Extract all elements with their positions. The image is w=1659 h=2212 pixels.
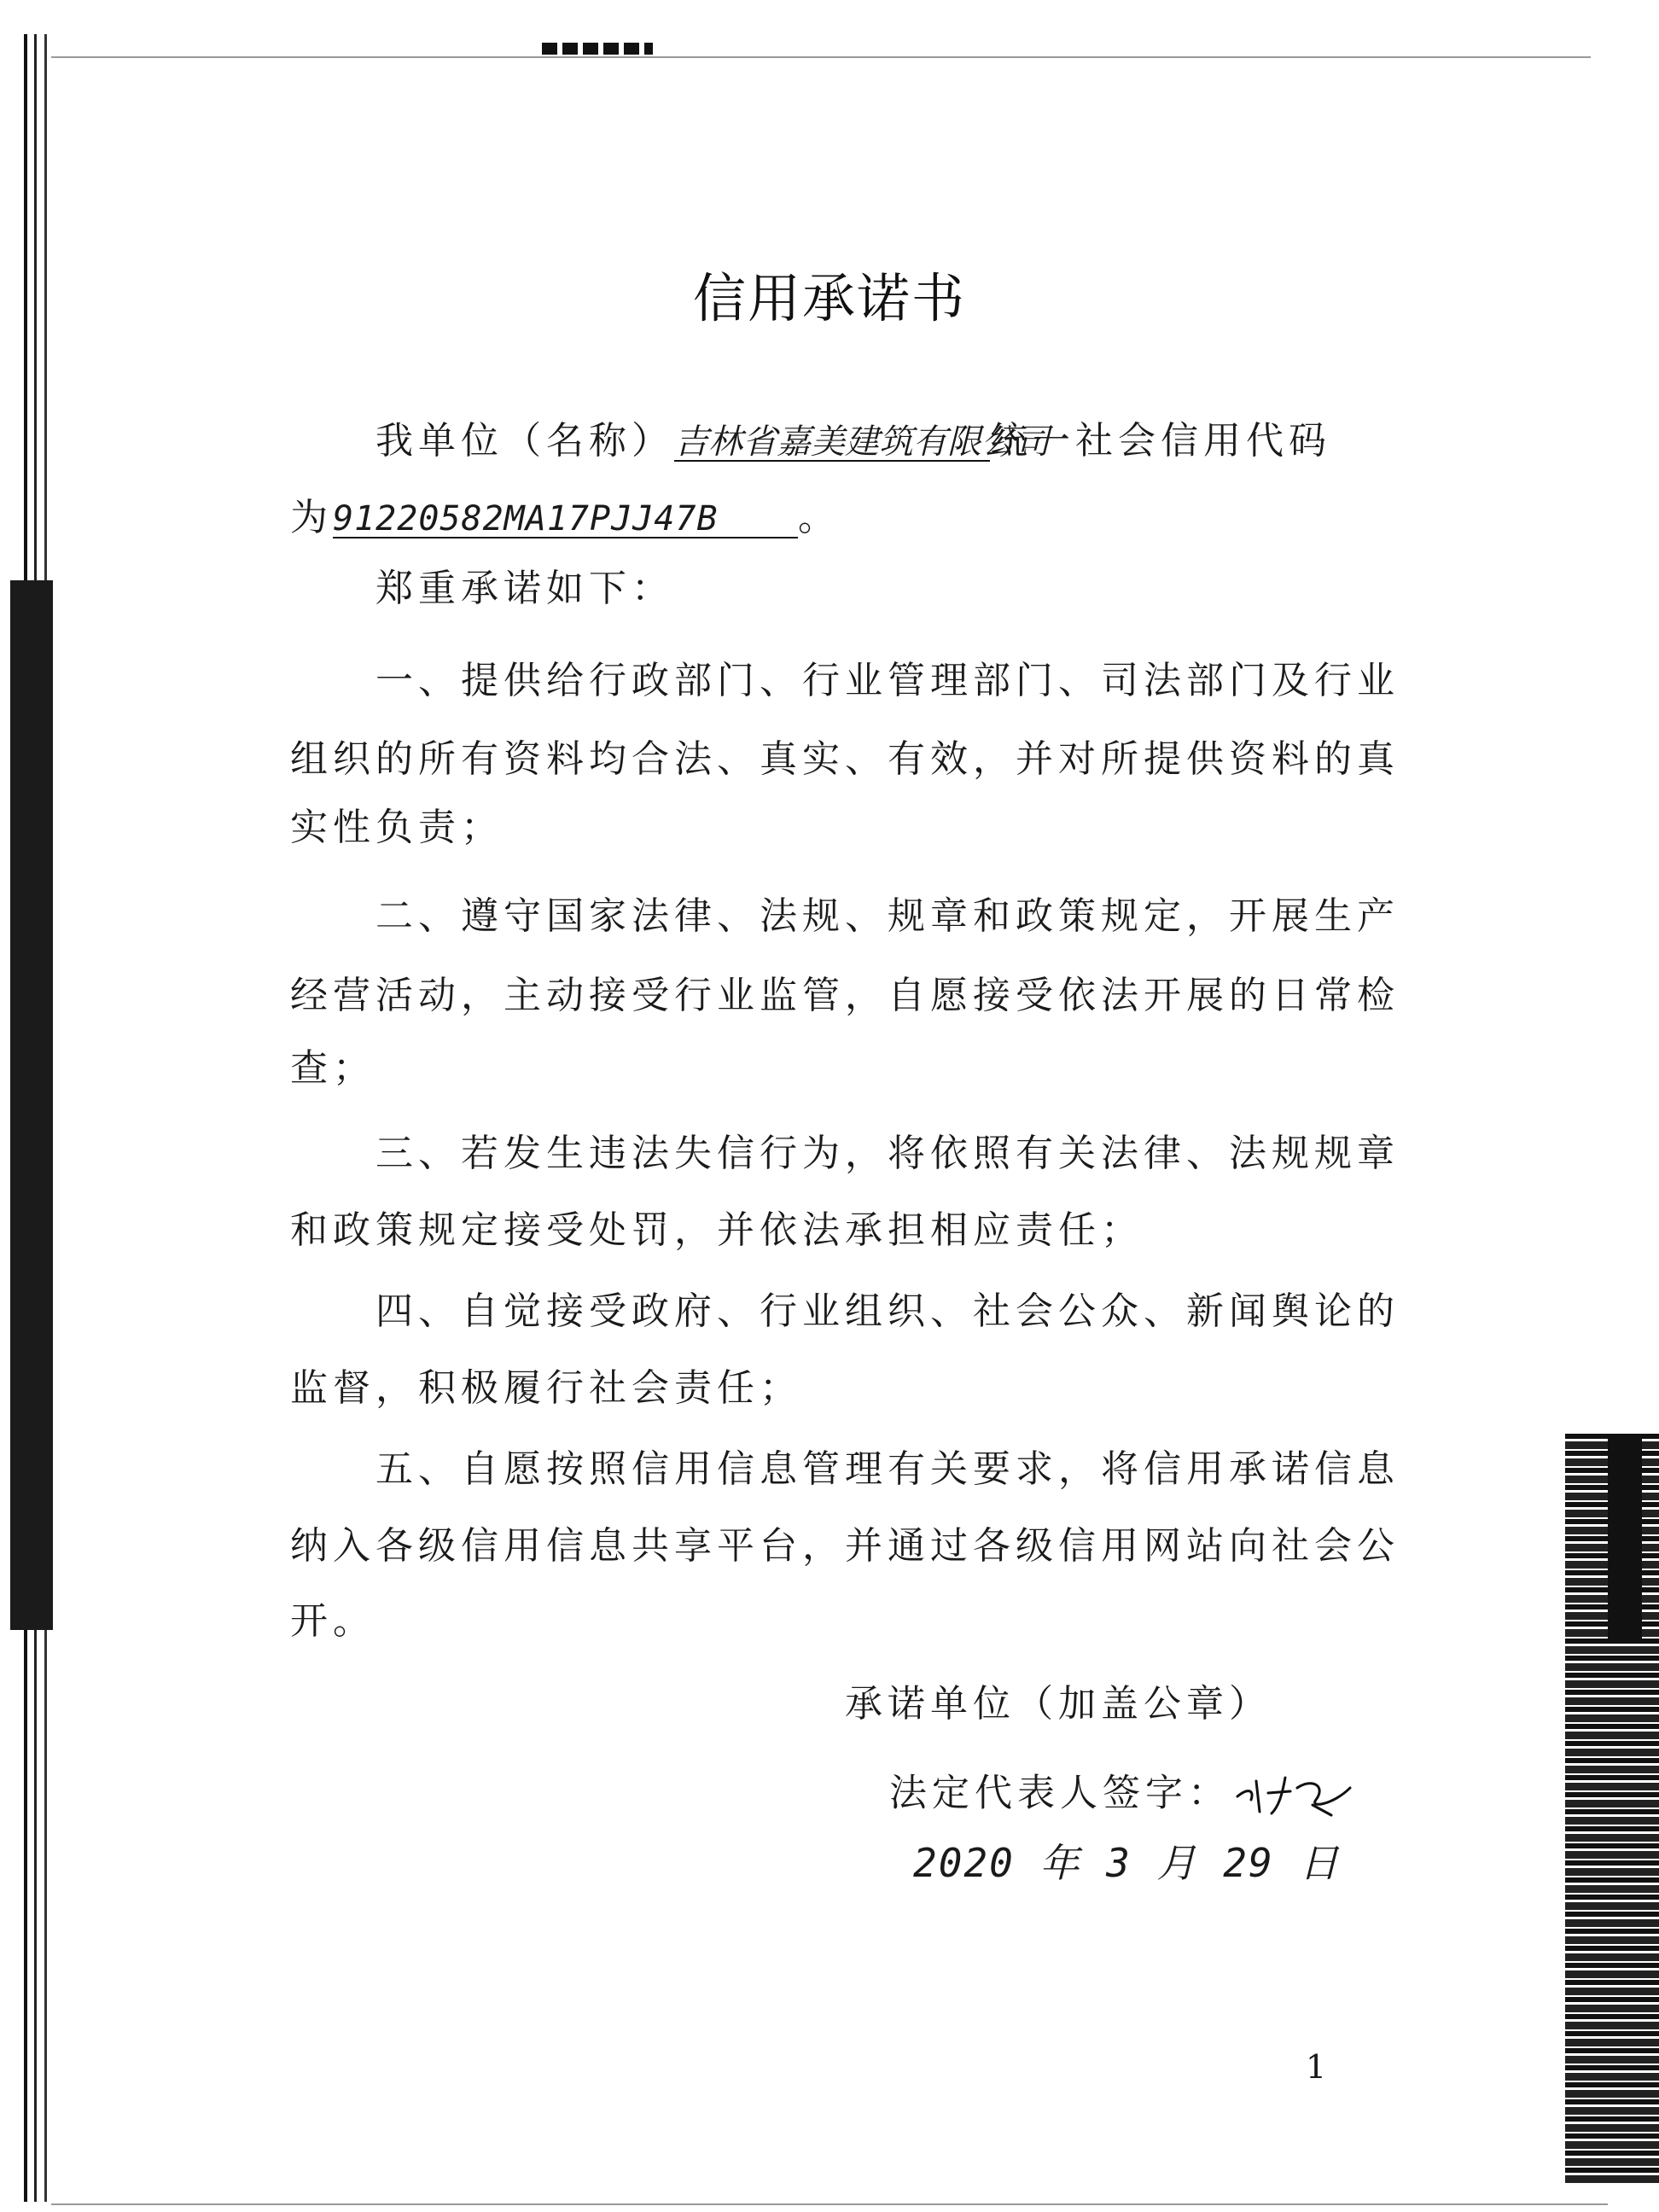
scan-artifact xyxy=(51,56,1591,58)
signoff-date-handwritten: 2020 年 3 月 29 日 xyxy=(913,1840,1341,1886)
item-3-line-1: 三、若发生违法失信行为，将依照有关法律、法规规章 xyxy=(375,1132,1400,1175)
scan-artifact xyxy=(10,580,53,1630)
intro-line-1 xyxy=(375,419,1331,463)
item-1-line-3: 实性负责； xyxy=(290,806,504,849)
signoff-rep-line xyxy=(889,1762,1359,1829)
page-number: 1 xyxy=(1306,2048,1327,2086)
item-2-line-2: 经营活动，主动接受行业监管，自愿接受依法开展的日常检 xyxy=(290,974,1400,1017)
item-5-line-1: 五、自愿按照信用信息管理有关要求，将信用承诺信息 xyxy=(375,1447,1400,1491)
item-4-line-2: 监督，积极履行社会责任； xyxy=(290,1366,802,1410)
credit-code-label: 统一社会信用代码 xyxy=(990,419,1331,463)
signature-image xyxy=(1231,1762,1359,1829)
handwritten-signature-icon xyxy=(1231,1762,1359,1822)
scan-artifact xyxy=(542,43,653,55)
item-3-line-2: 和政策规定接受处罚，并依法承担相应责任； xyxy=(290,1208,1144,1252)
company-name-handwritten: 吉林省嘉美建筑有限公司 xyxy=(674,422,1050,462)
intro-line-2 xyxy=(290,496,841,539)
intro-prefix: 我单位（名称） xyxy=(375,419,674,463)
code-prefix: 为 xyxy=(290,496,333,539)
item-2-line-3: 查； xyxy=(290,1046,375,1090)
credit-code-handwritten: 91220582MA17PJJ47B xyxy=(333,499,719,538)
item-1-line-1: 一、提供给行政部门、行业管理部门、司法部门及行业 xyxy=(375,659,1400,702)
company-name-field xyxy=(674,422,1050,462)
scan-artifact xyxy=(51,2203,1608,2205)
item-5-line-2: 纳入各级信用信息共享平台，并通过各级信用网站向社会公 xyxy=(290,1524,1400,1568)
credit-code-field xyxy=(333,499,798,538)
document-title: 信用承诺书 xyxy=(692,267,966,329)
item-4-line-1: 四、自觉接受政府、行业组织、社会公众、新闻舆论的 xyxy=(375,1289,1400,1333)
item-1-line-2: 组织的所有资料均合法、真实、有效，并对所提供资料的真 xyxy=(290,737,1400,781)
item-2-line-1: 二、遵守国家法律、法规、规章和政策规定，开展生产 xyxy=(375,894,1400,938)
intro-end-mark: 。 xyxy=(798,496,841,539)
item-5-line-3: 开。 xyxy=(290,1599,375,1643)
scan-artifact xyxy=(1608,1434,1642,1639)
signoff-unit-label: 承诺单位（加盖公章） xyxy=(845,1682,1272,1726)
signoff-rep-label: 法定代表人签字： xyxy=(889,1771,1231,1815)
pledge-heading: 郑重承诺如下： xyxy=(375,567,674,610)
